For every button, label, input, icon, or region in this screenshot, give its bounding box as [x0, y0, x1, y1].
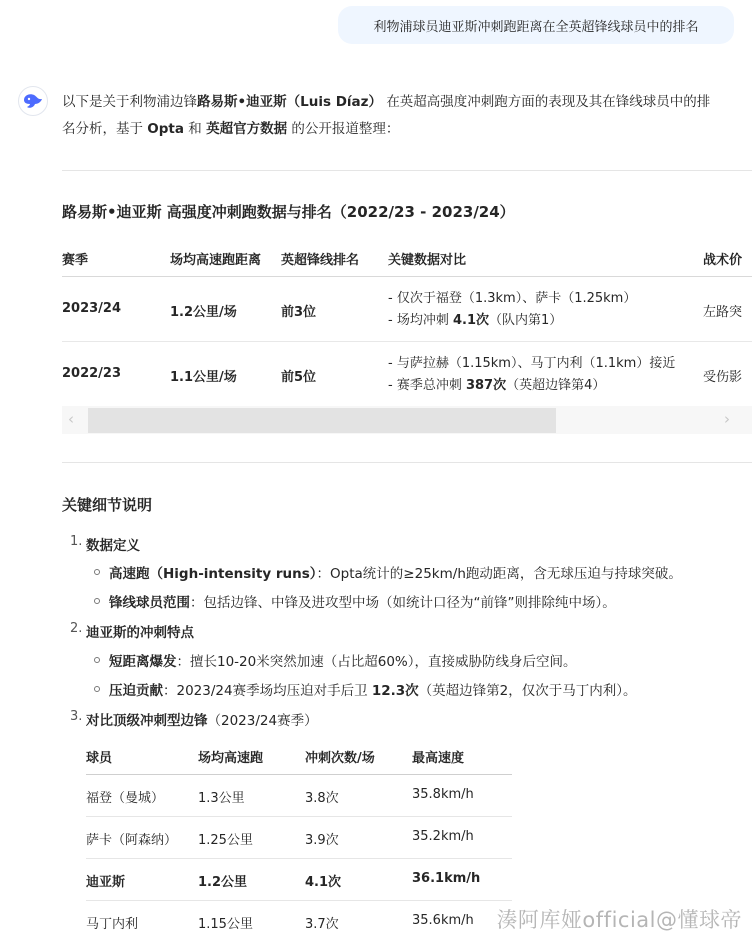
header-player: 球员: [86, 751, 113, 766]
table-row: [86, 901, 512, 942]
deepseek-whale-icon: [22, 92, 44, 110]
list-item-title: 迪亚斯的冲刺特点: [86, 625, 194, 641]
cell-compare: - 仅次于福登（1.3km）、萨卡（1.25km） - 场均冲刺 4.1次（队内第1）: [388, 291, 637, 328]
list-item-title: 对比顶级冲刺型边锋（2023/24赛季）: [86, 713, 318, 729]
cell-rank: 前3位: [281, 305, 317, 320]
cell-top-speed: 36.1km/h: [412, 871, 481, 886]
cell-player: 福登（曼城）: [86, 791, 165, 806]
section-title-details: 关键细节说明: [62, 496, 153, 514]
divider: [62, 170, 752, 171]
table-row: [86, 775, 512, 817]
section-title-stats: 路易斯•迪亚斯 高强度冲刺跑数据与排名（2022/23 - 2023/24）: [62, 203, 515, 221]
cell-distance: 1.15公里: [198, 917, 253, 932]
header-distance: 场均高速跑: [198, 751, 264, 766]
table-row: [62, 342, 752, 407]
list-bullet: 锋线球员范围：包括边锋、中锋及进攻型中场（如统计口径为“前锋”则排除纯中场）。: [94, 591, 616, 611]
header-season: 赛季: [62, 253, 89, 268]
chevron-right-icon[interactable]: ›: [724, 410, 730, 428]
table-row: [86, 817, 512, 859]
list-bullet: 短距离爆发：擅长10-20米突然加速（占比超60%），直接威胁防线身后空间。: [94, 650, 576, 670]
stats-table: [62, 240, 752, 407]
list-bullet: 高速跑（High-intensity runs）：Opta统计的≥25km/h跑动距离，含无球压迫与持球突破。: [94, 562, 682, 582]
list-number: 1.: [70, 534, 83, 549]
header-compare: 关键数据对比: [388, 253, 467, 268]
table-row: [62, 277, 752, 342]
cell-top-speed: 35.6km/h: [412, 913, 474, 928]
cell-tactic: 受伤影: [703, 370, 743, 385]
list-bullet: 压迫贡献：2023/24赛季场均压迫对手后卫 12.3次（英超边锋第2，仅次于马丁内利）。: [94, 679, 637, 699]
header-sprints: 冲刺次数/场: [305, 751, 375, 766]
header-top-speed: 最高速度: [412, 751, 465, 766]
cell-sprints: 3.8次: [305, 791, 339, 806]
table-row-highlight: [86, 859, 512, 901]
cell-distance: 1.25公里: [198, 833, 253, 848]
list-item-title: 数据定义: [86, 538, 140, 554]
user-message-bubble: 利物浦球员迪亚斯冲刺跑距离在全英超锋线球员中的排名: [338, 6, 734, 44]
table-header-row: [62, 240, 752, 277]
cell-distance: 1.2公里/场: [170, 305, 237, 320]
header-tactic: 战术价: [703, 253, 743, 268]
assistant-avatar: [18, 86, 48, 116]
list-number: 2.: [70, 621, 83, 636]
cell-top-speed: 35.8km/h: [412, 787, 474, 802]
cell-distance: 1.3公里: [198, 791, 245, 806]
cell-player: 马丁内利: [86, 917, 139, 932]
cell-sprints: 3.7次: [305, 917, 339, 932]
comparison-table: [86, 735, 512, 942]
chevron-left-icon[interactable]: ‹: [68, 410, 74, 428]
divider: [62, 462, 752, 463]
list-number: 3.: [70, 709, 83, 724]
watermark: 湊阿库娅official@懂球帝: [496, 908, 742, 932]
cell-sprints: 3.9次: [305, 833, 339, 848]
cell-distance: 1.2公里: [198, 875, 248, 890]
header-distance: 场均高速跑距离: [170, 253, 262, 268]
cell-player: 迪亚斯: [86, 875, 126, 890]
cell-sprints: 4.1次: [305, 875, 342, 890]
header-rank: 英超锋线排名: [281, 253, 360, 268]
cell-season: 2023/24: [62, 301, 122, 316]
cell-distance: 1.1公里/场: [170, 370, 237, 385]
scrollbar-thumb[interactable]: [88, 408, 556, 433]
intro-paragraph: 以下是关于利物浦边锋路易斯•迪亚斯（Luis Díaz） 在英超高强度冲刺跑方面的表现及其在锋线球员中的排 名分析，基于 Opta 和 英超官方数据 的公开报道整理：: [62, 94, 711, 137]
cell-season: 2022/23: [62, 366, 122, 381]
cell-top-speed: 35.2km/h: [412, 829, 474, 844]
cell-player: 萨卡（阿森纳）: [86, 833, 178, 848]
cell-rank: 前5位: [281, 370, 317, 385]
table-header-row: [86, 735, 512, 775]
cell-tactic: 左路突: [703, 305, 743, 320]
table-horizontal-scrollbar[interactable]: [62, 406, 752, 434]
cell-compare: - 与萨拉赫（1.15km）、马丁内利（1.1km）接近 - 赛季总冲刺 387次（英超边锋第4）: [388, 356, 676, 393]
